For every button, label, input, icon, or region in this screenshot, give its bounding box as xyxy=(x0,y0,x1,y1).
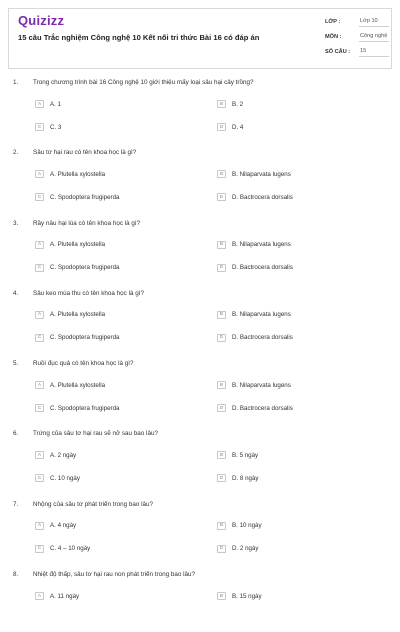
question-number: 8. xyxy=(13,571,19,579)
option-text: B. Nilaparvata lugens xyxy=(232,241,291,249)
option-letter-box[interactable]: B xyxy=(217,451,226,459)
option-letter-box[interactable]: C xyxy=(35,474,44,482)
option-text: A. 4 ngày xyxy=(50,522,77,530)
answer-option[interactable] xyxy=(217,122,367,132)
question-item xyxy=(0,281,400,351)
answer-option[interactable] xyxy=(217,192,367,202)
question-text: Rầy nâu hại lúa có tên khoa học là gì? xyxy=(33,219,141,227)
option-text: D. 2 ngày xyxy=(232,545,259,553)
option-letter-box[interactable]: C xyxy=(35,334,44,342)
option-letter-box[interactable]: A xyxy=(35,381,44,389)
worksheet-title: 15 câu Trắc nghiệm Công nghệ 10 Kết nối tri thức Bài 16 có đáp án xyxy=(18,33,260,42)
answer-options xyxy=(35,310,375,356)
option-letter-box[interactable]: A xyxy=(35,311,44,319)
question-number: 4. xyxy=(13,289,19,297)
option-letter-box[interactable]: D xyxy=(217,123,226,131)
option-text: A. Plutella xylostella xyxy=(50,241,106,249)
meta-value-class: Lớp 10 xyxy=(359,16,389,27)
question-line xyxy=(13,360,383,367)
option-text: C. Spodoptera frugiperda xyxy=(50,193,120,201)
option-letter-box[interactable]: A xyxy=(35,241,44,249)
option-letter-box[interactable]: B xyxy=(217,170,226,178)
answer-option[interactable] xyxy=(217,263,367,273)
answer-option[interactable] xyxy=(217,169,367,179)
answer-option[interactable] xyxy=(35,333,217,343)
answer-option[interactable] xyxy=(35,473,217,483)
option-text: A. Plutella xylostella xyxy=(50,170,106,178)
answer-option[interactable] xyxy=(35,99,217,109)
answer-option[interactable] xyxy=(35,450,217,460)
option-text: B. Nilaparvata lugens xyxy=(232,381,291,389)
question-line xyxy=(13,571,383,578)
option-text: B. 2 xyxy=(232,100,244,108)
option-text: D. Bactrocera dorsalis xyxy=(232,334,293,342)
answer-row xyxy=(35,521,375,544)
option-text: B. 5 ngày xyxy=(232,451,259,459)
option-letter-box[interactable]: A xyxy=(35,170,44,178)
question-number: 6. xyxy=(13,430,19,438)
question-item xyxy=(0,421,400,491)
question-line xyxy=(13,290,383,297)
answer-option[interactable] xyxy=(217,403,367,413)
option-letter-box[interactable]: B xyxy=(217,311,226,319)
meta-row-subject xyxy=(325,29,389,44)
option-letter-box[interactable]: D xyxy=(217,264,226,272)
answer-row xyxy=(35,99,375,122)
answer-option[interactable] xyxy=(217,333,367,343)
meta-row-class xyxy=(325,14,389,29)
option-letter-box[interactable]: C xyxy=(35,123,44,131)
question-text: Trứng của sâu tơ hại rau sẽ nở sau bao lâu? xyxy=(33,430,158,438)
question-number: 7. xyxy=(13,500,19,508)
answer-option[interactable] xyxy=(35,521,217,531)
option-letter-box[interactable]: B xyxy=(217,241,226,249)
option-text: C. Spodoptera frugiperda xyxy=(50,264,120,272)
answer-options xyxy=(35,380,375,426)
meta-label-subject: MÔN : xyxy=(325,33,342,40)
answer-option[interactable] xyxy=(35,544,217,554)
question-line xyxy=(13,430,383,437)
option-text: B. 15 ngày xyxy=(232,592,262,600)
question-text: Sâu keo mùa thu có tên khoa học là gì? xyxy=(33,289,144,297)
answer-options xyxy=(35,99,375,145)
option-letter-box[interactable]: D xyxy=(217,545,226,553)
option-letter-box[interactable]: C xyxy=(35,545,44,553)
option-letter-box[interactable]: A xyxy=(35,522,44,530)
meta-label-class: LỚP : xyxy=(325,18,341,25)
question-line xyxy=(13,501,383,508)
option-text: A. 2 ngày xyxy=(50,451,77,459)
answer-option[interactable] xyxy=(217,450,367,460)
question-item xyxy=(0,562,400,632)
meta-value-subject: Công nghệ xyxy=(359,31,389,42)
option-text: C. Spodoptera frugiperda xyxy=(50,334,120,342)
option-letter-box[interactable]: C xyxy=(35,264,44,272)
answer-row xyxy=(35,169,375,192)
quizizz-logo: Quizizz xyxy=(18,13,65,28)
option-letter-box[interactable]: D xyxy=(217,334,226,342)
option-text: C. Spodoptera frugiperda xyxy=(50,404,120,412)
option-letter-box[interactable]: C xyxy=(35,193,44,201)
answer-option[interactable] xyxy=(35,122,217,132)
question-item xyxy=(0,492,400,562)
answer-option[interactable] xyxy=(217,99,367,109)
answer-option[interactable] xyxy=(35,310,217,320)
meta-value-count: 15 xyxy=(359,46,389,57)
option-letter-box[interactable]: A xyxy=(35,100,44,108)
question-list xyxy=(0,70,400,632)
option-text: C. 3 xyxy=(50,123,62,131)
answer-option[interactable] xyxy=(35,192,217,202)
answer-row xyxy=(35,380,375,403)
answer-row xyxy=(35,310,375,333)
option-letter-box[interactable]: C xyxy=(35,404,44,412)
option-text: D. 4 xyxy=(232,123,244,131)
answer-options xyxy=(35,450,375,496)
option-text: A. Plutella xylostella xyxy=(50,381,106,389)
answer-option[interactable] xyxy=(217,240,367,250)
option-text: B. Nilaparvata lugens xyxy=(232,311,291,319)
question-item xyxy=(0,351,400,421)
question-text: Sâu tơ hại rau có tên khoa học là gì? xyxy=(33,149,137,157)
meta-row-count xyxy=(325,44,389,59)
question-item xyxy=(0,70,400,140)
answer-row xyxy=(35,591,375,614)
answer-option[interactable] xyxy=(217,521,367,531)
answer-row xyxy=(35,450,375,473)
option-text: B. 10 ngày xyxy=(232,522,262,530)
question-line xyxy=(13,149,383,156)
option-letter-box[interactable]: B xyxy=(217,381,226,389)
option-text: A. 1 xyxy=(50,100,62,108)
answer-row xyxy=(35,240,375,263)
option-text: C. 4 – 10 ngày xyxy=(50,545,91,553)
question-text: Trong chương trình bài 16 Công nghệ 10 giới thiệu mấy loại sâu hại cây trồng? xyxy=(33,79,254,86)
answer-option[interactable] xyxy=(217,544,367,554)
question-number: 5. xyxy=(13,360,19,368)
answer-option[interactable] xyxy=(35,380,217,390)
option-letter-box[interactable]: D xyxy=(217,193,226,201)
option-text: D. 8 ngày xyxy=(232,474,259,482)
option-letter-box[interactable]: B xyxy=(217,592,226,600)
answer-option[interactable] xyxy=(217,310,367,320)
answer-options xyxy=(35,521,375,567)
question-number: 3. xyxy=(13,219,19,227)
option-text: D. Bactrocera dorsalis xyxy=(232,264,293,272)
option-letter-box[interactable]: A xyxy=(35,451,44,459)
answer-options xyxy=(35,591,375,614)
answer-options xyxy=(35,240,375,286)
option-text: D. Bactrocera dorsalis xyxy=(232,193,293,201)
option-text: D. Bactrocera dorsalis xyxy=(232,404,293,412)
answer-option[interactable] xyxy=(217,473,367,483)
question-number: 1. xyxy=(13,79,19,86)
option-letter-box[interactable]: B xyxy=(217,100,226,108)
answer-option[interactable] xyxy=(217,380,367,390)
question-item xyxy=(0,211,400,281)
question-text: Nhiệt độ thấp, sâu tơ hại rau non phát triển trong bao lâu? xyxy=(33,571,196,579)
option-text: A. Plutella xylostella xyxy=(50,311,106,319)
answer-option[interactable] xyxy=(35,240,217,250)
option-letter-box[interactable]: D xyxy=(217,474,226,482)
worksheet-meta xyxy=(325,14,389,59)
question-text: Nhộng của sâu tơ phát triển trong bao lâu? xyxy=(33,500,154,508)
answer-option[interactable] xyxy=(35,263,217,273)
answer-options xyxy=(35,169,375,215)
question-line xyxy=(13,220,383,227)
option-text: A. 11 ngày xyxy=(50,592,80,600)
option-letter-box[interactable]: B xyxy=(217,522,226,530)
option-text: C. 10 ngày xyxy=(50,474,80,482)
question-text: Ruồi đục quả có tên khoa học là gì? xyxy=(33,360,134,368)
option-text: B. Nilaparvata lugens xyxy=(232,170,291,178)
answer-option[interactable] xyxy=(35,169,217,179)
answer-option[interactable] xyxy=(35,403,217,413)
question-number: 2. xyxy=(13,149,19,157)
option-letter-box[interactable]: D xyxy=(217,404,226,412)
option-letter-box[interactable]: A xyxy=(35,592,44,600)
meta-label-count: SỐ CÂU : xyxy=(325,48,351,55)
question-line xyxy=(13,79,383,86)
worksheet-header xyxy=(8,8,392,69)
question-item xyxy=(0,140,400,210)
